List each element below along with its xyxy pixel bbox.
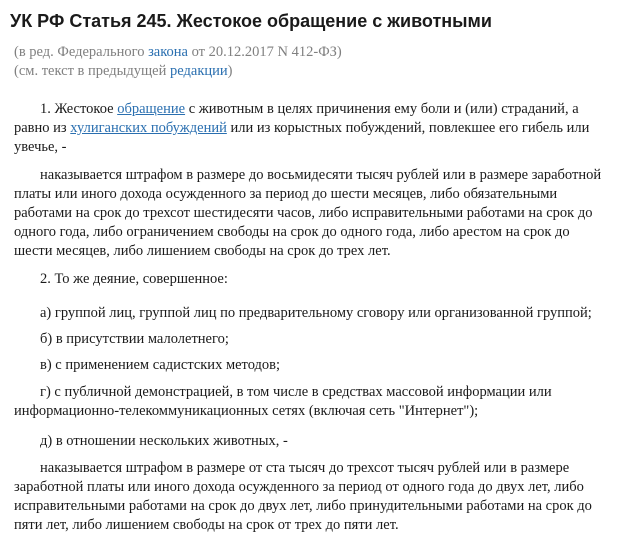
part-2-intro: 2. То же деяние, совершенное: — [40, 271, 228, 287]
penalty-1-line-3: работами на срок до трехсот шестидесяти часов, либо исправительными работами на срок до — [14, 205, 593, 221]
penalty-2-text — [14, 459, 629, 535]
item-g — [14, 383, 629, 421]
penalty-1-text — [14, 166, 629, 261]
previous-note-prefix: (см. текст в предыдущей — [14, 63, 171, 79]
part-1-middle: с животным в целях причинения ему боли и (или) страданий, а — [185, 101, 579, 117]
hooligan-motives-link[interactable]: хулиганских побуждений — [70, 120, 227, 136]
item-v: в) с применением садистских методов; — [40, 357, 281, 373]
penalty-1-line-5: шести месяцев, либо лишением свободы на срок до трех лет. — [14, 243, 391, 259]
penalty-2-line-4: пяти лет, либо лишением свободы на срок от трех до пяти лет. — [14, 517, 399, 533]
article-title: УК РФ Статья 245. Жестокое обращение с животными — [10, 11, 492, 31]
edition-note — [14, 43, 342, 62]
previous-version-note — [14, 62, 233, 81]
penalty-1-line-1: наказывается штрафом в размере до восьмидесяти тысяч рублей или в размере заработной — [40, 167, 602, 183]
part-1-line-2-suffix: или из корыстных побуждений, повлекшее его гибель или — [226, 120, 590, 136]
edition-note-prefix: (в ред. Федерального — [14, 44, 149, 60]
part-1-line-3: увечье, - — [14, 139, 67, 155]
part-1-line-2-prefix: равно из — [14, 120, 71, 136]
item-a: а) группой лиц, группой лиц по предварительному сговору или организованной группой; — [40, 305, 592, 321]
item-g-line-2: информационно-телекоммуникационных сетях (включая сеть "Интернет"); — [14, 403, 479, 419]
part-1-prefix: 1. Жестокое — [40, 101, 118, 117]
previous-note-suffix: ) — [227, 63, 233, 79]
previous-version-link[interactable]: редакции — [170, 63, 228, 79]
penalty-2-line-3: исправительными работами на срок до двух лет, либо принудительными работами на срок до — [14, 498, 592, 514]
penalty-2-line-1: наказывается штрафом в размере от ста тысяч до трехсот тысяч рублей или в размере — [40, 460, 570, 476]
part-1-line-1 — [14, 100, 629, 119]
item-d: д) в отношении нескольких животных, - — [40, 433, 288, 449]
treatment-link[interactable]: обращение — [117, 101, 186, 117]
penalty-1-line-4: одного года, либо ограничением свободы на срок до одного года, либо арестом на срок до — [14, 224, 570, 240]
penalty-2-line-2: заработной платы или иного дохода осужденного за период от одного года до двух лет, либо — [14, 479, 584, 495]
part-1-text — [14, 100, 629, 157]
item-g-line-1: г) с публичной демонстрацией, в том числе в средствах массовой информации или — [40, 384, 552, 400]
edition-note-suffix: от 20.12.2017 N 412-ФЗ) — [188, 44, 342, 60]
federal-law-link[interactable]: закона — [148, 44, 188, 60]
penalty-1-line-2: платы или иного дохода осужденного за период до шести месяцев, либо обязательными — [14, 186, 558, 202]
item-b: б) в присутствии малолетнего; — [40, 331, 229, 347]
part-1-line-2 — [14, 119, 629, 138]
